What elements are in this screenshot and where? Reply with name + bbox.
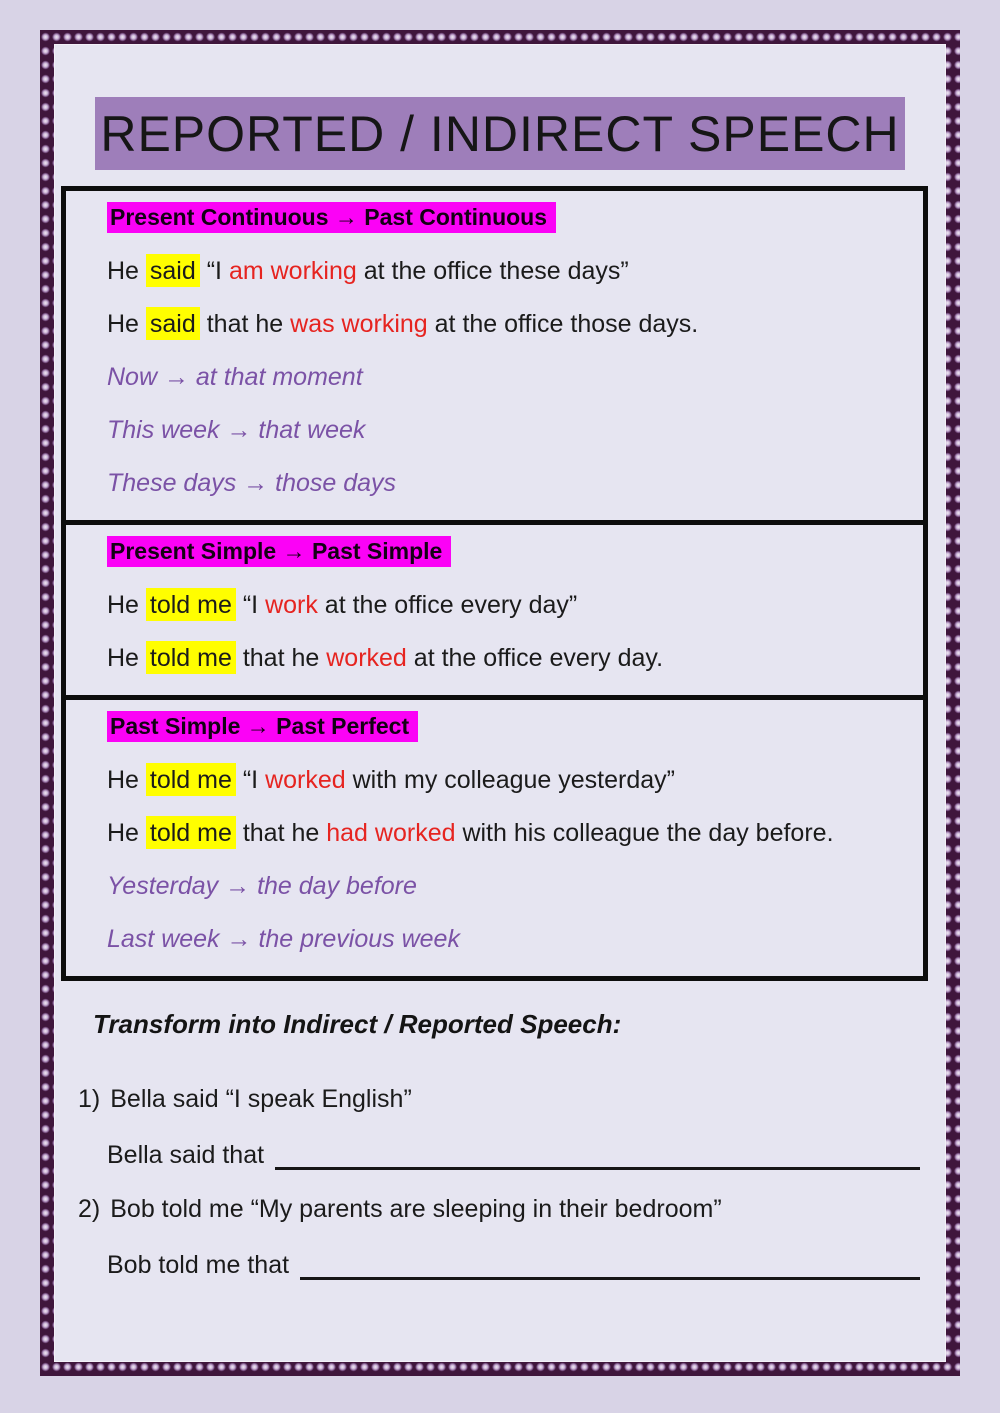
- answer-prefix: Bob told me that: [107, 1251, 290, 1279]
- highlighted-reporting-verb: said: [146, 254, 200, 287]
- plain-text: He: [107, 819, 146, 847]
- rule-heading: Past Simple → Past Perfect: [107, 711, 418, 742]
- plain-text: at the office those days.: [427, 310, 699, 338]
- plain-text: He: [107, 310, 146, 338]
- rules-box: [61, 186, 928, 981]
- highlighted-reporting-verb: told me: [146, 816, 236, 849]
- rule-section-past-simple: [66, 695, 923, 976]
- plain-text: “I: [235, 766, 266, 794]
- tense-verb: work: [265, 591, 318, 619]
- plain-text: He: [107, 644, 146, 672]
- example-direct-speech: [107, 765, 905, 795]
- answer-prefix: Bella said that: [107, 1141, 265, 1169]
- answer-blank-input[interactable]: [275, 1140, 920, 1170]
- rule-heading: Present Simple → Past Simple: [107, 536, 451, 567]
- answer-blank-input[interactable]: [300, 1250, 920, 1280]
- example-direct-speech: [107, 590, 905, 620]
- item-prompt: Bella said “I speak English”: [110, 1085, 412, 1113]
- page-title: REPORTED / INDIRECT SPEECH: [100, 105, 900, 162]
- plain-text: with his colleague the day before.: [455, 819, 834, 847]
- plain-text: at the office every day”: [317, 591, 578, 619]
- exercise-item-1-answer: [107, 1140, 920, 1170]
- exercise-item-2-prompt: [78, 1194, 722, 1224]
- tense-verb: am working: [228, 257, 357, 285]
- plain-text: “I: [235, 591, 266, 619]
- highlighted-reporting-verb: said: [146, 307, 200, 340]
- time-expression-note: These days → those days: [107, 469, 397, 497]
- plain-text: that he: [199, 310, 291, 338]
- tense-verb: was working: [290, 310, 428, 338]
- rule-section-present-simple: [66, 520, 923, 695]
- plain-text: at the office these days”: [356, 257, 629, 285]
- example-direct-speech: [107, 256, 905, 286]
- example-reported-speech: [107, 309, 905, 339]
- plain-text: “I: [199, 257, 229, 285]
- tense-verb: worked: [326, 644, 407, 672]
- plain-text: that he: [235, 644, 327, 672]
- tense-verb: worked: [265, 766, 346, 794]
- plain-text: that he: [235, 819, 327, 847]
- highlighted-reporting-verb: told me: [146, 588, 236, 621]
- rule-section-present-continuous: [66, 191, 923, 520]
- tense-verb: had worked: [326, 819, 456, 847]
- rule-heading: Present Continuous → Past Continuous: [107, 202, 556, 233]
- exercise-item-1-prompt: [78, 1084, 412, 1114]
- item-number: 1): [78, 1085, 101, 1113]
- plain-text: with my colleague yesterday”: [345, 766, 675, 794]
- plain-text: He: [107, 591, 146, 619]
- item-number: 2): [78, 1195, 101, 1223]
- item-prompt: Bob told me “My parents are sleeping in their bedroom”: [110, 1195, 722, 1223]
- title-banner: [95, 97, 905, 170]
- time-expression-note: Now → at that moment: [107, 363, 363, 391]
- example-reported-speech: [107, 643, 905, 673]
- highlighted-reporting-verb: told me: [146, 763, 236, 796]
- example-reported-speech: [107, 818, 905, 848]
- highlighted-reporting-verb: told me: [146, 641, 236, 674]
- plain-text: He: [107, 766, 146, 794]
- exercise-item-2-answer: [107, 1250, 920, 1280]
- plain-text: He: [107, 257, 146, 285]
- time-expression-note: Last week → the previous week: [107, 925, 460, 953]
- time-expression-note: Yesterday → the day before: [107, 872, 417, 900]
- exercise-heading: Transform into Indirect / Reported Speech:: [93, 1009, 622, 1039]
- time-expression-note: This week → that week: [107, 416, 366, 444]
- plain-text: at the office every day.: [406, 644, 664, 672]
